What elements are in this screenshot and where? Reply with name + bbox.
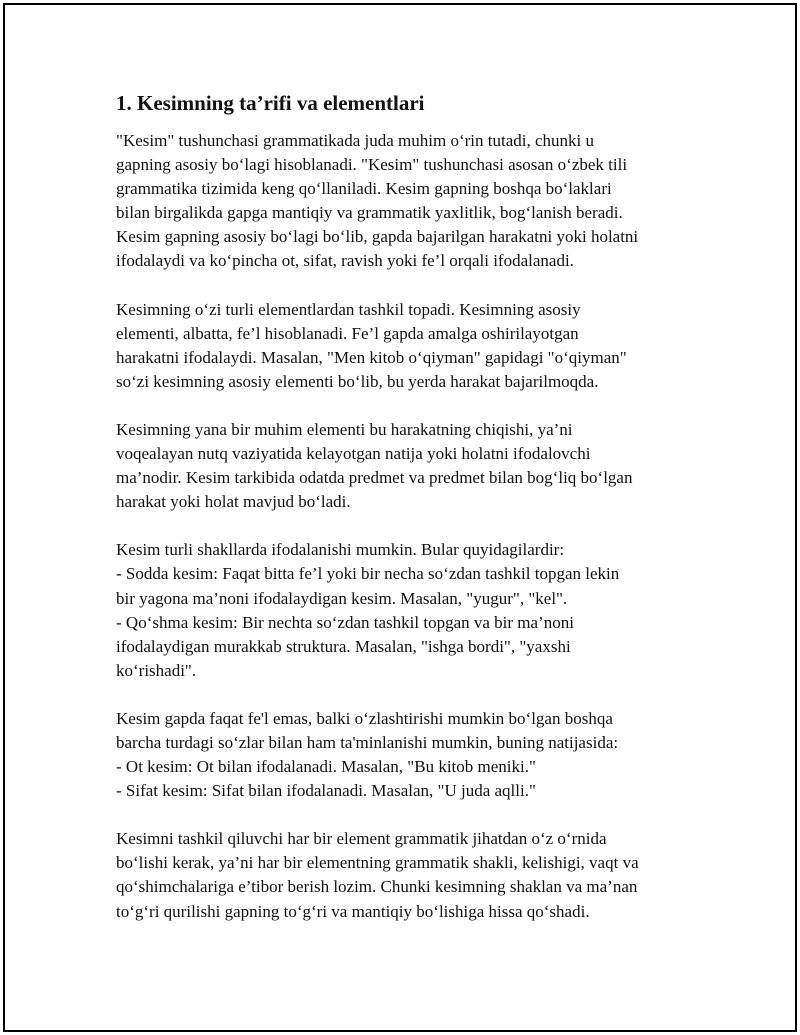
text-line: Kesim turli shakllarda ifodalanishi mumkin. Bular quyidagilardir:	[116, 540, 565, 560]
text-line: Kesimning o‘zi turli elementlardan tashkil topadi. Kesimning asosiy	[116, 299, 581, 319]
paragraph-5	[116, 707, 696, 803]
text-line: barcha turdagi so‘zlar bilan ham ta'minlanishi mumkin, buning natijasida:	[116, 732, 619, 752]
text-line: harakatni ifodalaydi. Masalan, "Men kitob o‘qiyman" gapidagi "o‘qiyman"	[116, 347, 627, 367]
text-line: so‘zi kesimning asosiy elementi bo‘lib, bu yerda harakat bajarilmoqda.	[116, 371, 599, 391]
text-line: elementi, albatta, fe’l hisoblanadi. Fe’l gapda amalga oshirilayotgan	[116, 323, 579, 343]
text-line: ifodalaydi va ko‘pincha ot, sifat, ravish yoki fe’l orqali ifodalanadi.	[116, 251, 574, 271]
text-line: bir yagona ma’noni ifodalaydigan kesim. Masalan, "yugur", "kel".	[116, 588, 568, 608]
text-line: grammatika tizimida keng qo‘llaniladi. Kesim gapning boshqa bo‘laklari	[116, 179, 612, 199]
list-item-line: - Qo‘shma kesim: Bir nechta so‘zdan tashkil topgan va bir ma’noni	[116, 612, 574, 632]
text-line: to‘g‘ri qurilishi gapning to‘g‘ri va mantiqiy bo‘lishiga hissa qo‘shadi.	[116, 901, 590, 921]
text-line: voqealayan nutq vaziyatida kelayotgan natija yoki holatni ifodalovchi	[116, 444, 591, 464]
text-line: gapning asosiy bo‘lagi hisoblanadi. "Kesim" tushunchasi asosan o‘zbek tili	[116, 155, 628, 175]
text-line: harakat yoki holat mavjud bo‘ladi.	[116, 492, 351, 512]
list-item-line: - Ot kesim: Ot bilan ifodalanadi. Masalan, "Bu kitob meniki."	[116, 757, 536, 777]
section-heading: 1. Kesimning ta’rifi va elementlari	[116, 91, 425, 115]
text-line: ma’nodir. Kesim tarkibida odatda predmet va predmet bilan bog‘liq bo‘lgan	[116, 468, 633, 488]
document-body	[116, 88, 696, 948]
text-line: bilan birgalikda gapga mantiqiy va grammatik yaxlitlik, bog‘lanish beradi.	[116, 203, 623, 223]
text-line: Kesimni tashkil qiluvchi har bir element grammatik jihatdan o‘z o‘rnida	[116, 829, 607, 849]
text-line: "Kesim" tushunchasi grammatikada juda muhim o‘rin tutadi, chunki u	[116, 131, 594, 150]
paragraph-6	[116, 827, 696, 923]
paragraph-2	[116, 298, 696, 394]
text-line: Kesim gapning asosiy bo‘lagi bo‘lib, gapda bajarilgan harakatni yoki holatni	[116, 227, 639, 247]
text-line: ifodalaydigan murakkab struktura. Masalan, "ishga bordi", "yaxshi	[116, 636, 571, 656]
list-item-line: - Sifat kesim: Sifat bilan ifodalanadi. Masalan, "U juda aqlli."	[116, 781, 536, 801]
text-line: ko‘rishadi".	[116, 660, 197, 680]
paragraph-3	[116, 418, 696, 514]
list-item-line: - Sodda kesim: Faqat bitta fe’l yoki bir necha so‘zdan tashkil topgan lekin	[116, 564, 620, 584]
paragraph-4	[116, 538, 696, 683]
paragraph-1	[116, 129, 696, 274]
text-line: qo‘shimchalariga e’tibor berish lozim. Chunki kesimning shaklan va ma’nan	[116, 877, 638, 897]
text-line: Kesim gapda faqat fe'l emas, balki o‘zlashtirishi mumkin bo‘lgan boshqa	[116, 708, 613, 728]
text-line: Kesimning yana bir muhim elementi bu harakatning chiqishi, ya’ni	[116, 419, 573, 439]
text-line: bo‘lishi kerak, ya’ni har bir elementning grammatik shakli, kelishigi, vaqt va	[116, 853, 639, 873]
